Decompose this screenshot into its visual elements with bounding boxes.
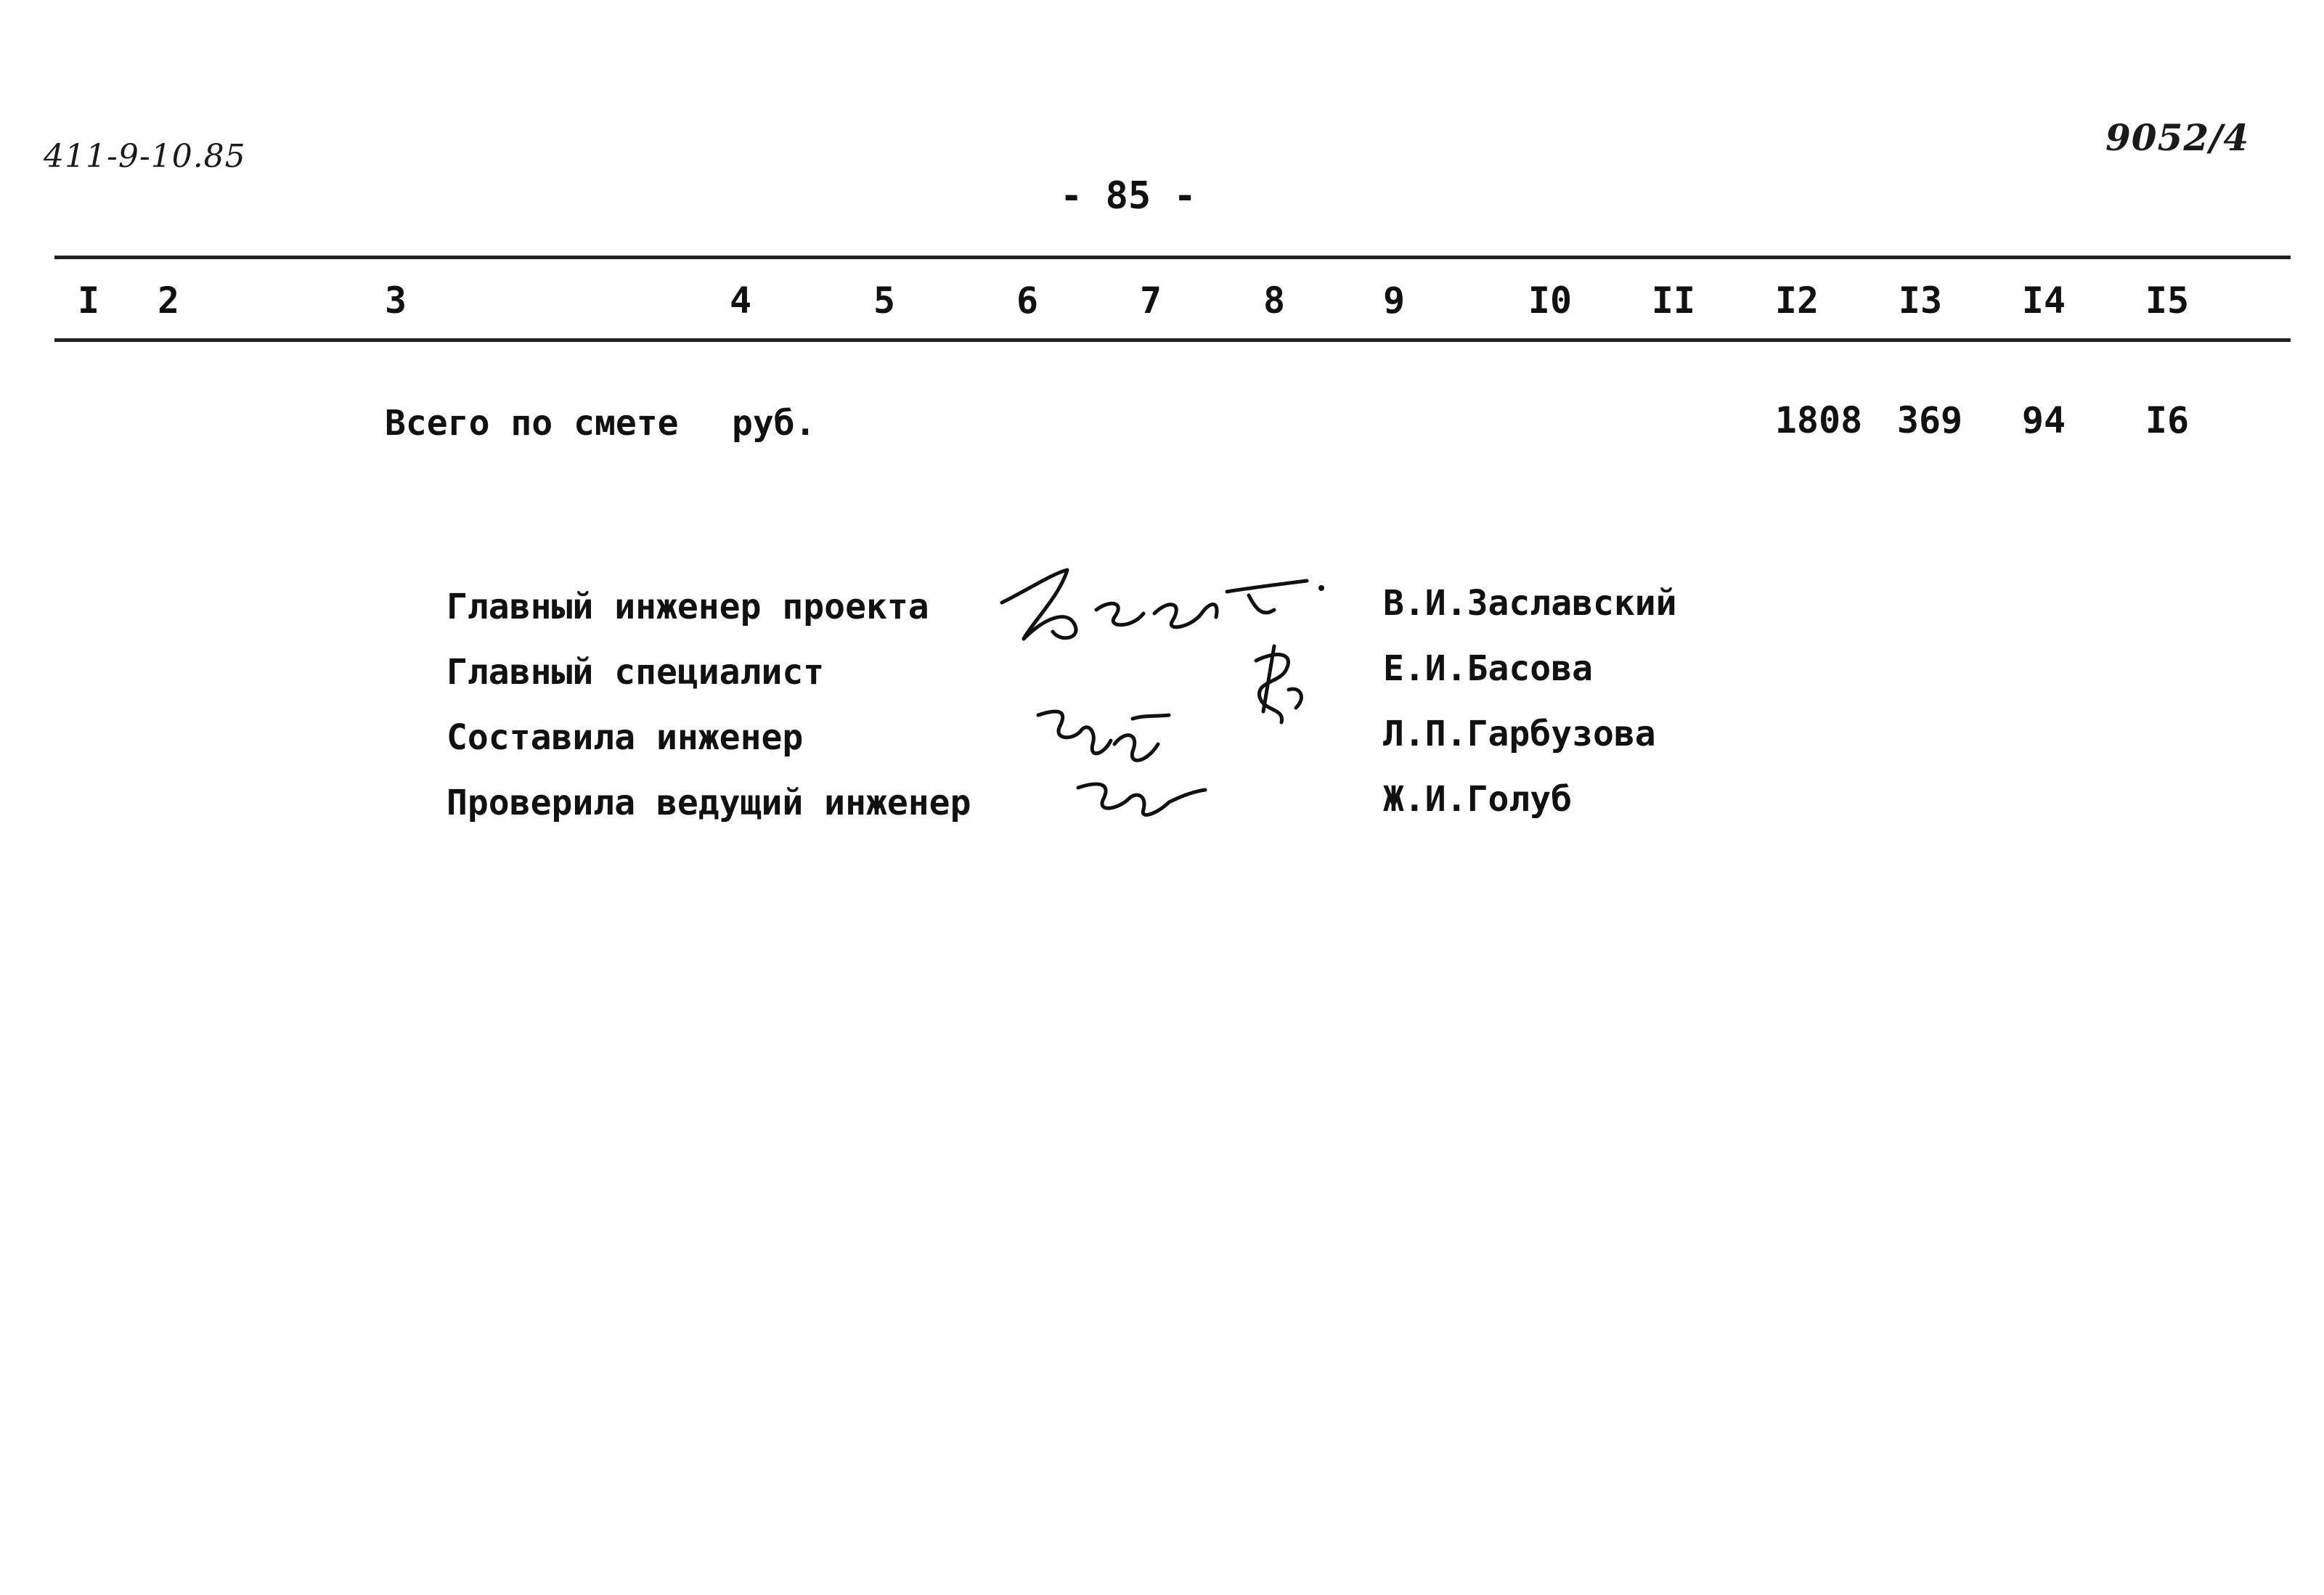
column-number-2: 2 [157,280,180,322]
handwritten-signature-3 [1024,701,1183,780]
column-number-5: 5 [873,280,896,322]
signature-name-checked-by: Ж.И.Голуб [1383,779,1573,820]
total-col13: 369 [1896,399,1963,441]
table-top-rule [54,256,2291,259]
column-number-6: 6 [1016,280,1039,322]
signature-name-chief-specialist: Е.И.Басова [1383,648,1593,689]
signature-role-chief-specialist: Главный специалист [447,652,825,693]
total-col14: 94 [2021,399,2066,441]
column-number-15: I5 [2145,280,2190,322]
signature-role-chief-engineer: Главный инженер проекта [447,587,929,627]
page-number: - 85 - [1060,174,1196,218]
column-number-12: I2 [1774,280,1819,322]
column-number-13: I3 [1898,280,1943,322]
signature-role-compiled-by: Составила инженер [447,717,804,758]
table-bottom-rule [54,338,2291,342]
total-col15: I6 [2145,399,2190,441]
signature-name-compiled-by: Л.П.Гарбузова [1383,714,1656,754]
column-number-8: 8 [1263,280,1286,322]
signature-name-chief-engineer: В.И.Заславский [1383,583,1677,624]
total-col12: 1808 [1774,399,1863,441]
column-number-3: 3 [384,280,407,322]
total-unit: руб. [732,403,816,444]
column-number-4: 4 [729,280,752,322]
column-number-11: II [1651,280,1696,322]
signature-role-checked-by: Проверила ведущий инженер [447,783,971,823]
column-number-9: 9 [1382,280,1406,322]
column-number-7: 7 [1139,280,1162,322]
column-number-1: I [77,280,100,322]
column-number-10: I0 [1528,280,1573,322]
handwritten-signature-2 [1234,639,1321,733]
column-number-14: I4 [2021,280,2066,322]
document-code: 411-9-10.85 [44,138,246,175]
sheet-code: 9052/4 [2105,116,2250,159]
total-label: Всего по смете [385,403,679,444]
handwritten-signature-4 [1067,770,1212,835]
